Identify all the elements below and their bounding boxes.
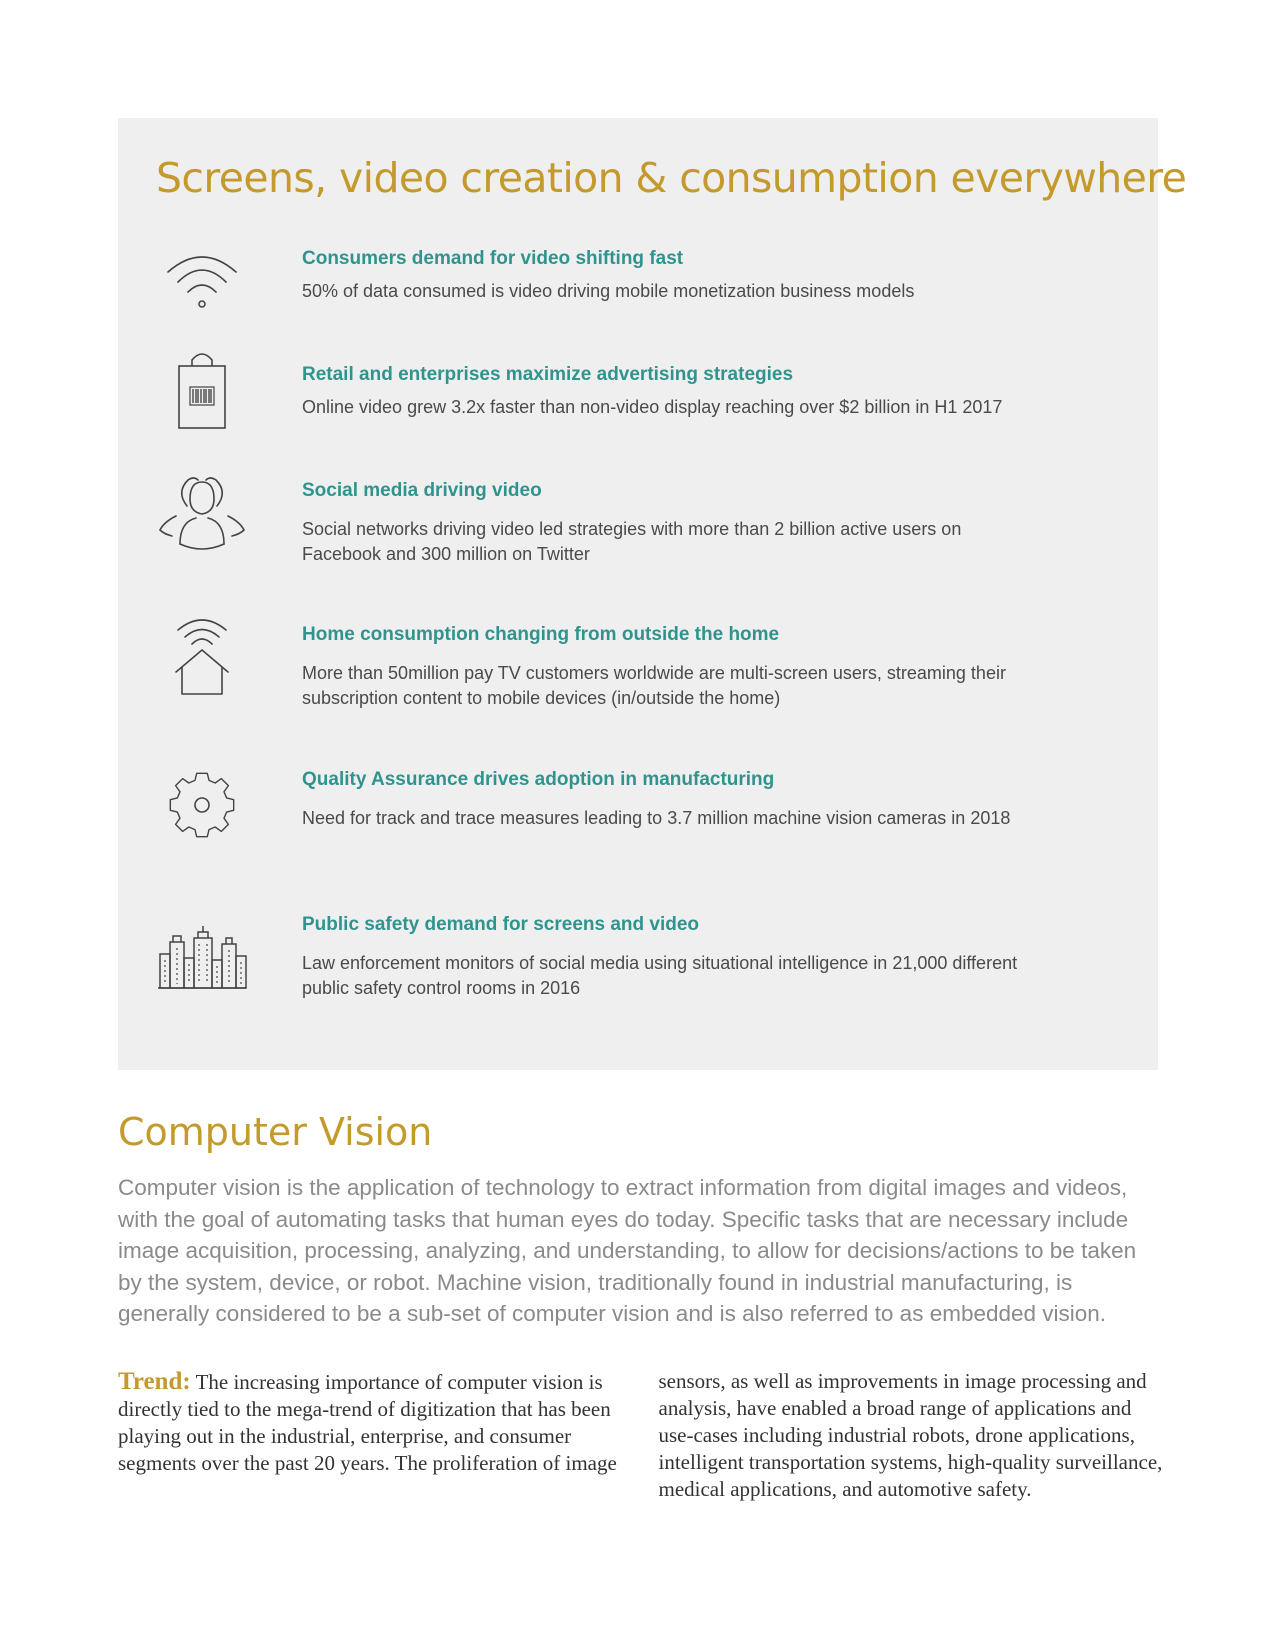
item-body: Need for track and trace measures leading to 3.7 million machine vision cameras in 2018 [302, 808, 1011, 828]
trend-text: The increasing importance of computer vision is directly tied to the mega-trend of digitization that has been playing out in the industrial, enterprise, and consumer segments over the past 20 years. The proliferation of image sensors, as well as improvements in image processing and analysis, have enabled a broad range of applications and use-cases including industrial robots, drone applications, intelligent transportation systems, high-quality surveillance, medical applications, and automotive safety. [118, 1369, 1163, 1501]
item-body: Social networks driving video led strategies with more than 2 billion active users on Facebook and 300 million on Twitter [302, 519, 962, 564]
item-title: Consumers demand for video shifting fast [302, 248, 684, 269]
item-title: Public safety demand for screens and video [302, 914, 700, 935]
trend-paragraph [118, 1368, 1163, 1503]
item-body: 50% of data consumed is video driving mobile monetization business models [302, 281, 915, 301]
shopping-bag-barcode-icon [154, 352, 250, 432]
section-intro: Computer vision is the application of technology to extract information from digital images and videos, with the goal of automating tasks that human eyes do today. Specific tasks that are necessary include image acquisition, processing, analyzing, and understanding, to allow for decisions/actions to be taken by the system, device, or robot. Machine vision, traditionally found in industrial manufacturing, is generally considered to be a sub-set of computer vision and is also referred to as embedded vision. [118, 1175, 1137, 1326]
people-group-icon [154, 474, 250, 554]
item-title: Quality Assurance drives adoption in manufacturing [302, 769, 775, 790]
infographic-panel [118, 118, 1187, 1070]
city-buildings-icon [154, 912, 250, 992]
smart-home-icon [154, 616, 250, 696]
trend-label: Trend: [118, 1368, 191, 1395]
item-title: Social media driving video [302, 480, 542, 501]
item-body: More than 50million pay TV customers worldwide are multi-screen users, streaming their subscription content to mobile devices (in/outside the home) [302, 663, 1006, 708]
item-body: Law enforcement monitors of social media using situational intelligence in 21,000 different public safety control rooms in 2016 [302, 953, 1018, 998]
section-title: Computer Vision [118, 1110, 433, 1154]
item-title: Home consumption changing from outside the home [302, 624, 780, 645]
item-body: Online video grew 3.2x faster than non-video display reaching over $2 billion in H1 2017 [302, 397, 1003, 417]
panel-title: Screens, video creation & consumption everywhere [156, 154, 1187, 202]
gear-icon [154, 765, 250, 845]
wifi-icon [154, 244, 250, 324]
item-title: Retail and enterprises maximize advertising strategies [302, 364, 794, 385]
